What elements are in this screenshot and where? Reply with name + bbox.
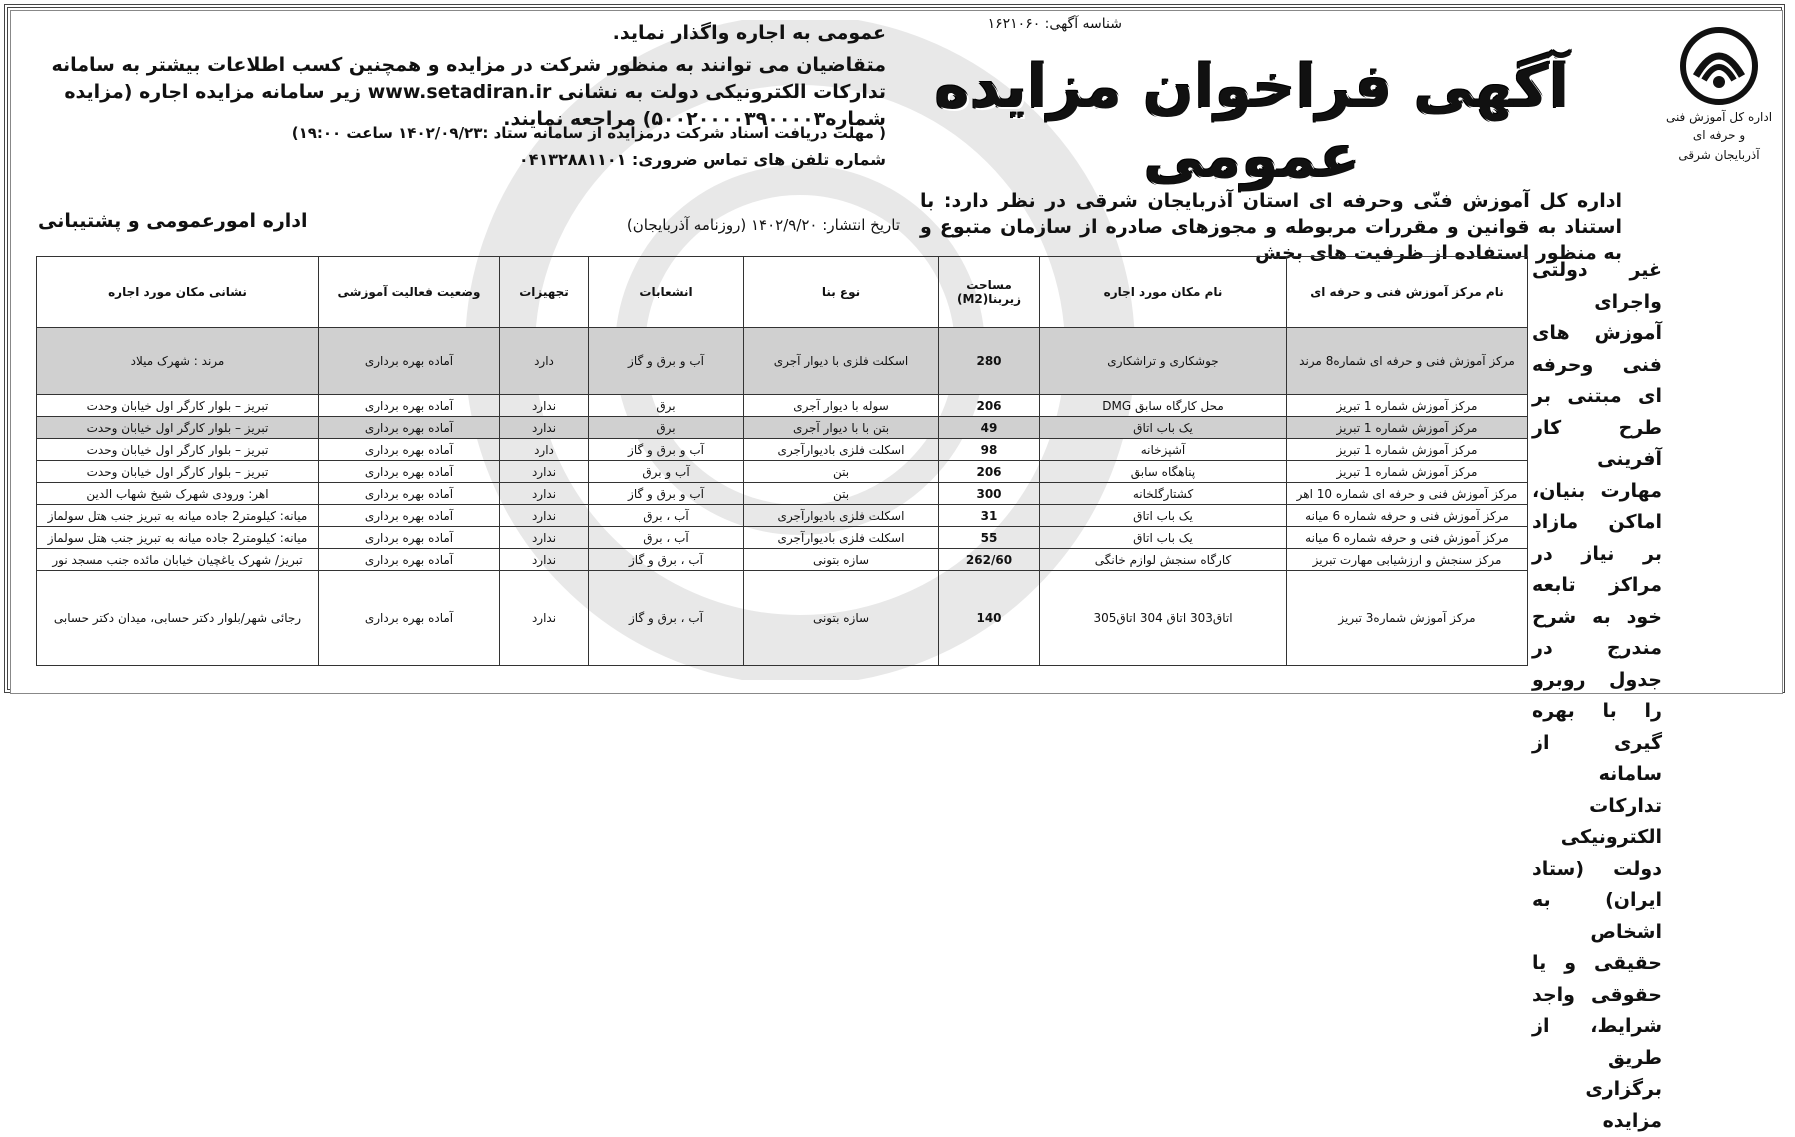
cell-utilities: برق: [589, 417, 744, 439]
instruction-line-1: عمومی به اجاره واگذار نماید.: [612, 22, 886, 44]
cell-area: 262/60: [939, 549, 1040, 571]
cell-center: مرکز آموزش فنی و حرفه شماره 6 میانه: [1287, 505, 1528, 527]
col-header-area: مساحت زیربنا(M2): [939, 257, 1040, 328]
cell-center: مرکز آموزش شماره 1 تبریز: [1287, 395, 1528, 417]
deadline-line: ( مهلت دریافت اسناد شرکت درمزایده از سامانه ستاد :۱۴۰۲/۰۹/۲۳ ساعت ۱۹:۰۰): [291, 124, 886, 142]
cell-address: میانه: کیلومتر2 جاده میانه به تبریز جنب هتل سولماز: [37, 505, 319, 527]
cell-equipment: ندارد: [500, 549, 589, 571]
col-header-equipment: تجهیزات: [500, 257, 589, 328]
cell-status: آماده بهره برداری: [319, 439, 500, 461]
table-row: [37, 483, 1528, 505]
cell-area: 280: [939, 328, 1040, 395]
cell-address: تبریز – بلوار کارگر اول خیابان وحدت: [37, 461, 319, 483]
cell-area: 49: [939, 417, 1040, 439]
cell-equipment: ندارد: [500, 417, 589, 439]
cell-utilities: آب ، برق و گاز: [589, 571, 744, 666]
department-signature: اداره امورعمومی و پشتیبانی: [38, 210, 308, 232]
table-row: [37, 417, 1528, 439]
table-row: [37, 461, 1528, 483]
cell-address: میانه: کیلومتر2 جاده میانه به تبریز جنب هتل سولماز: [37, 527, 319, 549]
cell-building-type: اسکلت فلزی با دیوار آجری: [744, 328, 939, 395]
col-header-utilities: انشعابات: [589, 257, 744, 328]
page-title: آگهی فراخوان مزایده عمومی: [934, 52, 1570, 192]
org-region: آذربایجان شرقی: [1678, 148, 1760, 162]
cell-equipment: ندارد: [500, 461, 589, 483]
cell-address: رجائی شهر/بلوار دکتر حسابی، میدان دکتر حسابی: [37, 571, 319, 666]
cell-status: آماده بهره برداری: [319, 395, 500, 417]
cell-address: مرند : شهرک میلاد: [37, 328, 319, 395]
contact-phone: شماره تلفن های تماس ضروری: ۰۴۱۳۲۸۸۱۱۰۱: [518, 150, 886, 169]
cell-center: مرکز آموزش شماره 1 تبریز: [1287, 461, 1528, 483]
cell-equipment: دارد: [500, 328, 589, 395]
cell-place: کشتارگلخانه: [1040, 483, 1287, 505]
table-row: [37, 527, 1528, 549]
table-row: [37, 505, 1528, 527]
cell-status: آماده بهره برداری: [319, 417, 500, 439]
cell-utilities: آب و برق: [589, 461, 744, 483]
cell-area: 140: [939, 571, 1040, 666]
cell-area: 31: [939, 505, 1040, 527]
cell-building-type: بتن: [744, 461, 939, 483]
cell-place: محل کارگاه سابق DMG: [1040, 395, 1287, 417]
cell-equipment: ندارد: [500, 395, 589, 417]
cell-building-type: اسکلت فلزی بادیوارآجری: [744, 439, 939, 461]
cell-building-type: اسکلت فلزی بادیوارآجری: [744, 527, 939, 549]
cell-center: مرکز آموزش شماره 1 تبریز: [1287, 439, 1528, 461]
instruction-line-2: متقاضیان می توانند به منظور شرکت در مزایده و همچنین کسب اطلاعات بیشتر به سامانه تدارکات الکترونیکی دولت به نشانی www.setadiran.ir زیر سامانه مزایده اجاره (مزایده شماره۵۰۰۲۰۰۰۰۳۹۰۰۰۰۳) مراجعه نمایند.: [51, 54, 886, 130]
org-logo: [1663, 26, 1775, 164]
cell-status: آماده بهره برداری: [319, 461, 500, 483]
cell-building-type: اسکلت فلزی بادیوارآجری: [744, 505, 939, 527]
cell-area: 98: [939, 439, 1040, 461]
cell-area: 300: [939, 483, 1040, 505]
cell-place: آشپزخانه: [1040, 439, 1287, 461]
publish-date: تاریخ انتشار: ۱۴۰۲/۹/۲۰ (روزنامه آذربایجان): [626, 216, 900, 234]
intro-paragraph: اداره کل آموزش فنّی وحرفه ای استان آذربایجان شرقی در نظر دارد: با استناد به قوانین و مقررات مربوطه و مجوزهای صادره از سازمان متبوع و به منظور استفاده از ظرفیت های بخش: [920, 190, 1622, 264]
properties-table: [36, 256, 1528, 666]
cell-equipment: ندارد: [500, 483, 589, 505]
cell-place: جوشکاری و تراشکاری: [1040, 328, 1287, 395]
cell-status: آماده بهره برداری: [319, 328, 500, 395]
cell-utilities: برق: [589, 395, 744, 417]
cell-equipment: ندارد: [500, 505, 589, 527]
cell-center: مرکز آموزش شماره3 تبریز: [1287, 571, 1528, 666]
table-row: [37, 571, 1528, 666]
cell-area: 206: [939, 461, 1040, 483]
cell-status: آماده بهره برداری: [319, 571, 500, 666]
col-header-place: نام مکان مورد اجاره: [1040, 257, 1287, 328]
cell-status: آماده بهره برداری: [319, 549, 500, 571]
cell-address: تبریز – بلوار کارگر اول خیابان وحدت: [37, 395, 319, 417]
cell-place: پناهگاه سابق: [1040, 461, 1287, 483]
cell-status: آماده بهره برداری: [319, 483, 500, 505]
cell-equipment: دارد: [500, 439, 589, 461]
ad-id: شناسه آگهی: ۱۶۲۱۰۶۰: [987, 16, 1122, 32]
cell-address: تبریز – بلوار کارگر اول خیابان وحدت: [37, 439, 319, 461]
side-paragraph: غیر دولتی واجرای آموزش های فنی وحرفه ای مبتنی بر طرح کار آفرینی مهارت بنیان، اماکن مازاد بر نیاز در مراکز تابعه خود به شرح مندرج در جدول روبرو را با بهره گیری از سامانه تدارکات الکترونیکی دولت (ستاد ایران) به اشخاص حقیقی و یا حقوقی واجد شرایط، از طریق برگزاری مزایده: [1532, 259, 1662, 1132]
cell-place: یک باب اتاق: [1040, 417, 1287, 439]
cell-place: کارگاه سنجش لوازم خانگی: [1040, 549, 1287, 571]
cell-address: اهر: ورودی شهرک شیخ شهاب الدین: [37, 483, 319, 505]
cell-utilities: آب و برق و گاز: [589, 439, 744, 461]
col-header-center: نام مرکز آموزش فنی و حرفه ای: [1287, 257, 1528, 328]
table-header-row: [37, 257, 1528, 328]
cell-utilities: آب ، برق و گاز: [589, 549, 744, 571]
cell-utilities: آب و برق و گاز: [589, 483, 744, 505]
table-row: [37, 439, 1528, 461]
tvto-logo-icon: [1674, 26, 1764, 106]
cell-equipment: ندارد: [500, 527, 589, 549]
col-header-status: وضعیت فعالیت آموزشی: [319, 257, 500, 328]
cell-place: یک باب اتاق: [1040, 505, 1287, 527]
cell-center: مرکز آموزش فنی و حرفه ای شماره8 مرند: [1287, 328, 1528, 395]
cell-building-type: سازه بتونی: [744, 571, 939, 666]
cell-address: تبریز – بلوار کارگر اول خیابان وحدت: [37, 417, 319, 439]
cell-place: اتاق303 اتاق 304 اتاق305: [1040, 571, 1287, 666]
col-header-address: نشانی مکان مورد اجاره: [37, 257, 319, 328]
cell-building-type: سازه بتونی: [744, 549, 939, 571]
cell-center: مرکز آموزش فنی و حرفه شماره 6 میانه: [1287, 527, 1528, 549]
cell-center: مرکز آموزش فنی و حرفه ای شماره 10 اهر: [1287, 483, 1528, 505]
cell-building-type: سوله با دیوار آجری: [744, 395, 939, 417]
cell-address: تبریز/ شهرک یاغچیان خیابان مائده جنب مسجد نور: [37, 549, 319, 571]
table-row: [37, 549, 1528, 571]
cell-utilities: آب ، برق: [589, 505, 744, 527]
cell-area: 55: [939, 527, 1040, 549]
cell-status: آماده بهره برداری: [319, 527, 500, 549]
col-header-building-type: نوع بنا: [744, 257, 939, 328]
cell-building-type: بتن: [744, 483, 939, 505]
cell-center: مرکز سنجش و ارزشیابی مهارت تبریز: [1287, 549, 1528, 571]
org-name: اداره کل آموزش فنی و حرفه ای: [1665, 110, 1773, 142]
cell-status: آماده بهره برداری: [319, 505, 500, 527]
cell-center: مرکز آموزش شماره 1 تبریز: [1287, 417, 1528, 439]
cell-area: 206: [939, 395, 1040, 417]
table-row: [37, 328, 1528, 395]
cell-equipment: ندارد: [500, 571, 589, 666]
cell-utilities: آب و برق و گاز: [589, 328, 744, 395]
cell-building-type: بتن با با دیوار آجری: [744, 417, 939, 439]
cell-place: یک باب اتاق: [1040, 527, 1287, 549]
table-row: [37, 395, 1528, 417]
cell-utilities: آب ، برق: [589, 527, 744, 549]
